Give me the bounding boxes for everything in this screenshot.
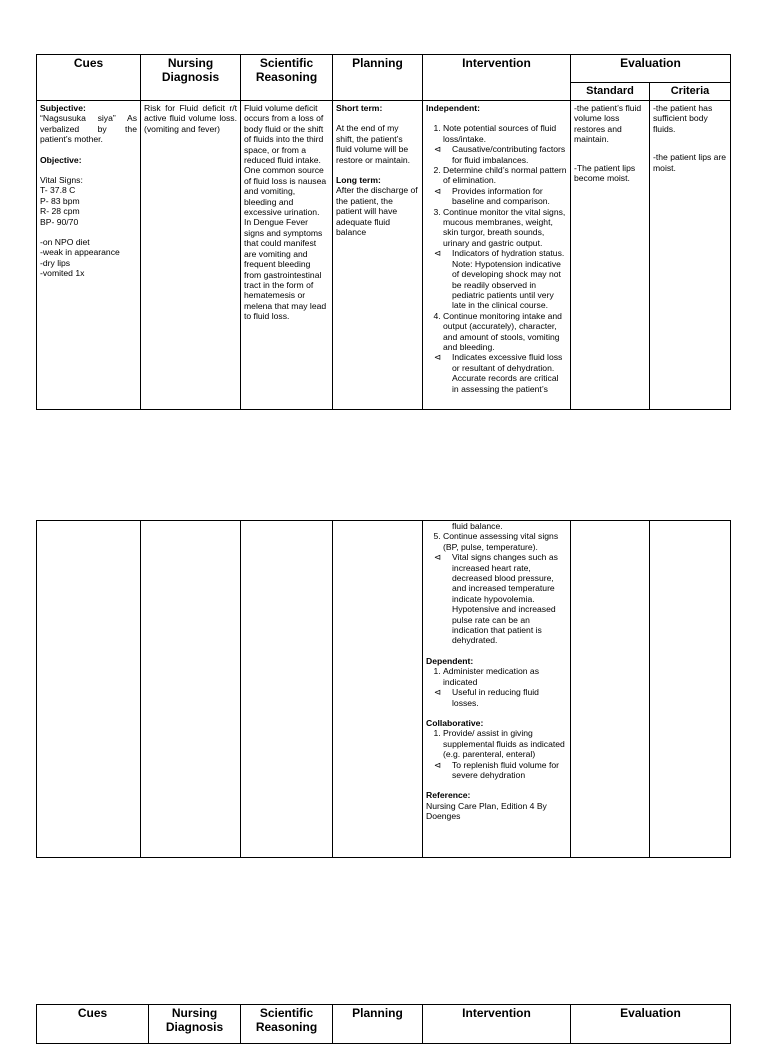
independent-list-continued xyxy=(426,531,567,645)
long-term-label: Long term: xyxy=(336,175,381,186)
intervention-cell-continued xyxy=(423,521,571,858)
intervention-text: Continue assessing vital signs (BP, pulse, temperature). xyxy=(443,531,559,552)
criteria-cell-empty xyxy=(650,521,731,858)
reference-label: Reference: xyxy=(426,790,471,801)
reasoning-text: Fluid volume deficit occurs from a loss of body fluid or the shift of fluids into the third space, or from a reduced fluid intake. One common source of fluid loss is nausea and vomiting, bleeding and excessive urination. In Dengue Fever signs and symptoms that could manifest are vomiting and frequent bleeding from gastrointestinal tract in the form of hematemesis or melena that may lead to fluid loss. xyxy=(244,103,327,322)
dependent-label: Dependent: xyxy=(426,655,474,666)
header-standard: Standard xyxy=(571,83,650,101)
vital-sign-item: BP- 90/70 xyxy=(40,216,79,227)
header-planning: Planning xyxy=(333,1005,423,1044)
intervention-text: Provide/ assist in giving supplemental fluids as indicated (e.g. parenteral, enteral) xyxy=(443,728,565,760)
rationale-text: Indicates excessive fluid loss or resultant of dehydration. Accurate records are critical in assessing the patient’s xyxy=(452,352,563,394)
diagnosis-cell-empty xyxy=(141,521,241,858)
rationale-text: Causative/contributing factors for fluid imbalances. xyxy=(452,144,566,165)
care-plan-table-page-1 xyxy=(36,54,731,410)
reference-text: Nursing Care Plan, Edition 4 By Doenges xyxy=(426,800,547,822)
rationale-text: Vital signs changes such as increased heart rate, decreased blood pressure, and increased temperature indicate hypovolemia. Hypotensive and increased pulse rate can be an indication that patient is dehydrated. xyxy=(452,552,558,646)
triangle-left-bullet-icon: ⊲ xyxy=(434,248,442,259)
header-intervention: Intervention xyxy=(423,55,571,101)
intervention-item xyxy=(434,531,567,646)
objective-label: Objective: xyxy=(40,154,82,165)
rationale-text: Indicators of hydration status. Note: Hypotension indicative of developing shock may not be readily observed in pediatric patients until very late in the clinical course. xyxy=(452,248,565,311)
header-cues: Cues xyxy=(37,55,141,101)
header-planning: Planning xyxy=(333,55,423,101)
intervention-text: Note potential sources of fluid loss/intake. xyxy=(443,123,557,144)
collaborative-list xyxy=(426,728,567,780)
triangle-left-bullet-icon: ⊲ xyxy=(434,352,442,363)
intervention-item xyxy=(434,165,567,207)
criteria-item: -the patient has sufficient body fluids. xyxy=(653,103,713,134)
vital-sign-item: P- 83 bpm xyxy=(40,195,80,206)
cues-cell xyxy=(37,101,141,410)
triangle-left-bullet-icon: ⊲ xyxy=(434,144,442,155)
diagnosis-cell xyxy=(141,101,241,410)
finding-item: -dry lips xyxy=(40,257,71,268)
intervention-text: Continue monitoring intake and output (accurately), character, and amount of stools, vomiting and bleeding. xyxy=(443,310,562,352)
header-scientific-reasoning: Scientific Reasoning xyxy=(241,1005,333,1044)
continued-text: fluid balance. xyxy=(452,521,503,531)
header-criteria: Criteria xyxy=(650,83,731,101)
header-scientific-reasoning: Scientific Reasoning xyxy=(241,55,333,101)
rationale-text: Provides information for baseline and comparison. xyxy=(452,185,550,207)
planning-cell-empty xyxy=(333,521,423,858)
intervention-text: Determine child’s normal pattern of elimination. xyxy=(443,165,567,186)
header-evaluation: Evaluation xyxy=(571,55,731,83)
diagnosis-text: Risk for Fluid deficit r/t active fluid volume loss. (vomiting and fever) xyxy=(144,103,237,134)
intervention-item xyxy=(434,666,567,708)
intervention-item xyxy=(434,728,567,780)
cues-cell-empty xyxy=(37,521,141,858)
reasoning-cell-empty xyxy=(241,521,333,858)
independent-list xyxy=(426,123,567,394)
intervention-text: Continue monitor the vital signs, mucous membranes, weight, skin turgor, breath sounds, urinary and gastric output. xyxy=(443,206,566,248)
header-nursing-diagnosis: Nursing Diagnosis xyxy=(141,55,241,101)
standard-cell-empty xyxy=(571,521,650,858)
standard-item: -the patient’s fluid volume loss restores and maintain. xyxy=(574,103,642,145)
standard-item: -The patient lips become moist. xyxy=(574,162,636,184)
intervention-cell xyxy=(423,101,571,410)
intervention-item xyxy=(434,123,567,165)
vital-sign-item: T- 37.8 C xyxy=(40,185,76,196)
intervention-item xyxy=(434,206,567,311)
header-intervention: Intervention xyxy=(423,1005,571,1044)
care-plan-table-page-2 xyxy=(36,520,731,858)
criteria-cell xyxy=(650,101,731,410)
triangle-left-bullet-icon: ⊲ xyxy=(434,759,442,770)
subjective-label: Subjective: xyxy=(40,103,86,113)
standard-cell xyxy=(571,101,650,410)
rationale-text: Useful in reducing fluid losses. xyxy=(452,687,539,708)
dependent-list xyxy=(426,666,567,708)
vital-sign-item: R- 28 cpm xyxy=(40,206,80,217)
finding-item: -on NPO diet xyxy=(40,237,90,248)
independent-label: Independent: xyxy=(426,103,480,113)
header-evaluation: Evaluation xyxy=(571,1005,731,1044)
finding-item: -weak in appearance xyxy=(40,247,120,258)
short-term-text: At the end of my shift, the patient’s fluid volume will be restore or maintain. xyxy=(336,123,411,165)
collaborative-label: Collaborative: xyxy=(426,717,484,728)
long-term-text: After the discharge of the patient, the patient will have adequate fluid balance xyxy=(336,185,418,238)
vital-signs-label: Vital Signs: xyxy=(40,175,83,186)
criteria-item: -the patient lips are moist. xyxy=(653,152,727,173)
triangle-left-bullet-icon: ⊲ xyxy=(434,552,442,563)
intervention-text: Administer medication as indicated xyxy=(443,666,540,687)
care-plan-table-page-3-header xyxy=(36,1004,731,1044)
reasoning-cell xyxy=(241,101,333,410)
rationale-text: To replenish fluid volume for severe dehydration xyxy=(452,759,559,780)
short-term-label: Short term: xyxy=(336,103,383,113)
subjective-text: “Nagsusuka siya” As verbalized by the patient’s mother. xyxy=(40,113,137,145)
finding-item: -vomited 1x xyxy=(40,268,85,279)
intervention-item xyxy=(434,310,567,394)
planning-cell xyxy=(333,101,423,410)
header-nursing-diagnosis: Nursing Diagnosis xyxy=(149,1005,241,1044)
header-cues: Cues xyxy=(37,1005,149,1044)
triangle-left-bullet-icon: ⊲ xyxy=(434,185,442,196)
triangle-left-bullet-icon: ⊲ xyxy=(434,687,442,698)
